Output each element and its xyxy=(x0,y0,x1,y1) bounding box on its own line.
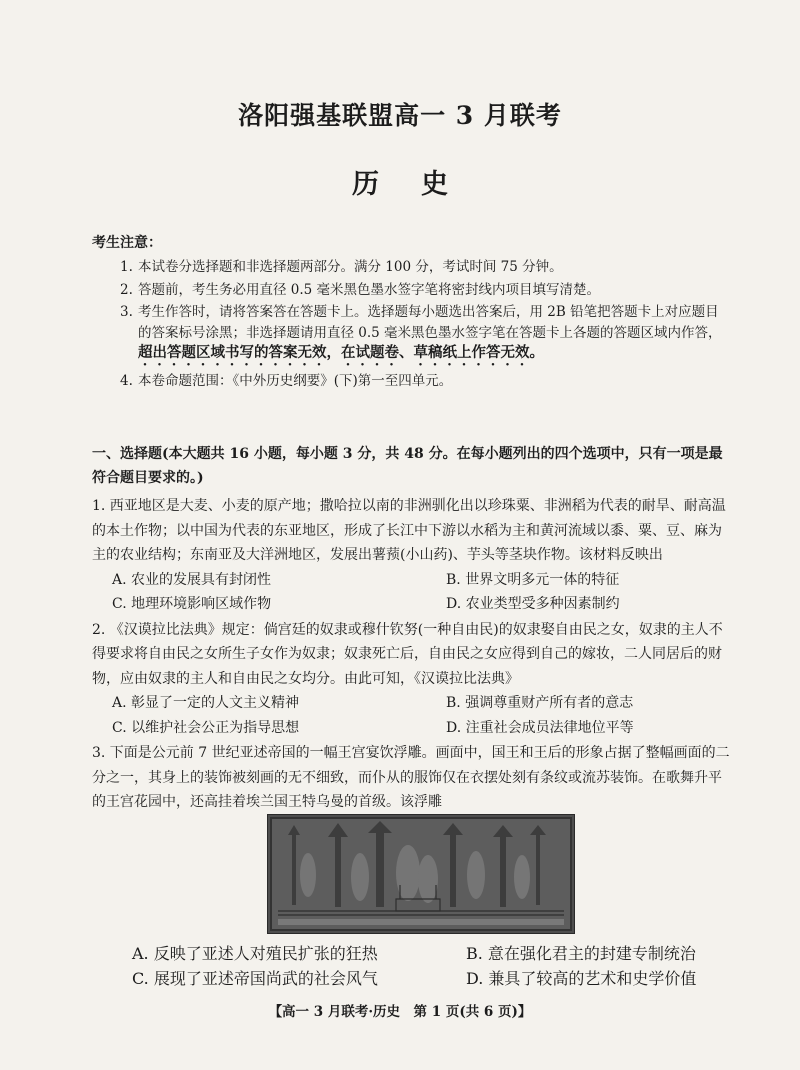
option-d: D. 农业类型受多种因素制约 xyxy=(446,596,620,612)
option-c: C. 以维护社会公正为指导思想 xyxy=(112,719,300,736)
notice-item xyxy=(120,371,732,392)
question-3-options xyxy=(132,942,766,991)
option-a: A. 农业的发展具有封闭性 xyxy=(112,571,272,588)
relief-illustration xyxy=(268,815,574,933)
notice-item-number: 4. xyxy=(120,373,133,389)
notice-item-number: 1. xyxy=(120,259,133,275)
option-a: A. 反映了亚述人对殖民扩张的狂热 xyxy=(132,944,378,963)
notice-emphasis: 超出答题区域书写的答案无效，在试题卷、草稿纸上作答无效。 xyxy=(138,345,544,361)
option-b: B. 世界文明多元一体的特征 xyxy=(446,571,620,588)
question-stem: 2. 《汉谟拉比法典》规定：倘宫廷的奴隶或穆什钦努(一种自由民)的奴隶娶自由民之女，奴隶的主人不得要求将自由民之女所生子女作为奴隶；奴隶死亡后，自由民之女应得到自己的嫁妆，二人同居后的财物，应由奴隶的主人和自由民之女均分。由此可知，《汉谟拉比法典》 xyxy=(92,621,723,687)
option-c: C. 地理环境影响区域作物 xyxy=(112,596,272,612)
notice-heading: 考生注意： xyxy=(92,235,162,251)
question-list xyxy=(92,494,732,816)
option-b: B. 强调尊重财产所有者的意志 xyxy=(446,695,634,711)
option-grid xyxy=(112,691,732,740)
option-b: B. 意在强化君主的封建专制统治 xyxy=(466,944,696,963)
question-stem: 3. 下面是公元前 7 世纪亚述帝国的一幅王宫宴饮浮雕。画面中，国王和王后的形象占据了整幅画面的二分之一，其身上的装饰被刻画的无不细致，而仆从的服饰仅在衣摆处刻有条纹或流苏装饰。在歌舞升平的王宫花园中，还高挂着埃兰国王特乌曼的首级。该浮雕 xyxy=(92,745,730,810)
option-d: D. 兼具了较高的艺术和史学价值 xyxy=(466,968,697,988)
notice-item-number: 2. xyxy=(120,281,133,298)
notice-item xyxy=(120,302,732,369)
notice-item xyxy=(120,257,732,278)
assyrian-relief-image xyxy=(267,814,575,934)
option-grid xyxy=(112,568,732,617)
question-2 xyxy=(92,618,732,741)
option-d: D. 注重社会成员法律地位平等 xyxy=(446,719,634,736)
notice-item-text: 本试卷分选择题和非选择题两部分。满分 100 分，考试时间 75 分钟。 xyxy=(138,259,563,275)
question-3 xyxy=(92,741,732,815)
notice-item-text-wrapper xyxy=(138,302,732,369)
notice-item-text: 答题前，考生务必用直径 0.5 毫米黑色墨水签字笔将密封线内项目填写清楚。 xyxy=(138,281,601,298)
option-c: C. 展现了亚述帝国尚武的社会风气 xyxy=(132,968,378,988)
notice-item-text: 本卷命题范围：《中外历史纲要》(下)第一至四单元。 xyxy=(138,373,453,389)
option-a: A. 彰显了一定的人文主义精神 xyxy=(112,695,300,711)
question-1 xyxy=(92,494,732,617)
candidate-notice xyxy=(92,232,732,394)
notice-item xyxy=(120,280,732,301)
notice-item-number: 3. xyxy=(120,304,133,320)
section-heading: 一、选择题(本大题共 16 小题，每小题 3 分，共 48 分。在每小题列出的四个选项中，只有一项是最符合题目要求的。) xyxy=(92,446,723,486)
page-footer: 【高一 3 月联考·历史 第 1 页(共 6 页)】 xyxy=(268,1004,532,1020)
notice-item-text: 考生作答时，请将答案答在答题卡上。选择题每小题选出答案后，用 2B 铅笔把答题卡上对应题目的答案标号涂黑；非选择题请用直径 0.5 毫米黑色墨水签字笔在答题卡上各题的答题区域内作答， xyxy=(138,304,722,341)
exam-title: 洛阳强基联盟高一 3 月联考 xyxy=(238,101,562,130)
question-stem: 1. 西亚地区是大麦、小麦的原产地；撒哈拉以南的非洲驯化出以珍珠粟、非洲稻为代表的耐旱、耐高温的本土作物；以中国为代表的东亚地区，形成了长江中下游以水稻为主和黄河流域以黍、粟、豆、麻为主的农业结构；东南亚及大洋洲地区，发展出薯蓣(小山药)、芋头等茎块作物。该材料反映出 xyxy=(92,498,726,563)
subject-title: 历史 xyxy=(352,169,490,200)
